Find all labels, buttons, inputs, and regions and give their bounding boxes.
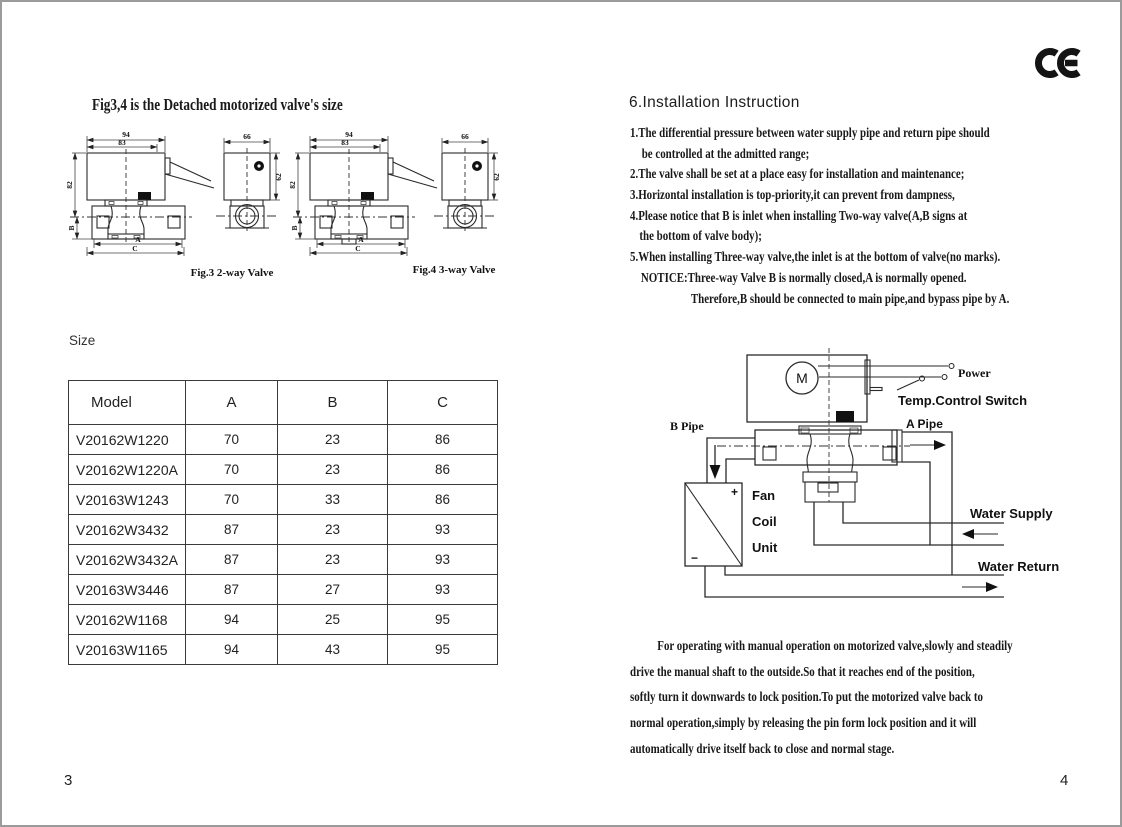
instruction-line: 3.Horizontal installation is top-priority,it can prevent from dampness, bbox=[630, 188, 955, 204]
cell-model: V20162W3432A bbox=[69, 545, 186, 575]
fig3-dim-66: 66 bbox=[243, 132, 251, 141]
cell-a: 70 bbox=[186, 455, 278, 485]
cell-a: 94 bbox=[186, 635, 278, 665]
power-label: Power bbox=[958, 366, 991, 380]
fig3-dim-C: C bbox=[132, 244, 138, 253]
cell-a: 87 bbox=[186, 575, 278, 605]
cell-c: 93 bbox=[388, 575, 498, 605]
cell-model: V20162W3432 bbox=[69, 515, 186, 545]
table-row bbox=[69, 485, 498, 515]
paragraph-line: normal operation,simply by releasing the pin form lock position and it will bbox=[630, 716, 977, 732]
water-supply-flow-arrow bbox=[962, 529, 974, 539]
instruction-line: 4.Please notice that B is inlet when installing Two-way valve(A,B signs at bbox=[630, 208, 968, 224]
fig3-dim-A: A bbox=[135, 235, 141, 244]
fig4-dim-A: A bbox=[358, 235, 364, 244]
motor-label: M bbox=[796, 370, 808, 386]
paragraph-line: For operating with manual operation on motorized valve,slowly and steadily bbox=[657, 639, 1013, 654]
fig4-dim-83: 83 bbox=[341, 138, 349, 147]
b-pipe-label: B Pipe bbox=[670, 419, 704, 433]
table-header-row bbox=[69, 381, 498, 425]
instruction-line: 1.The differential pressure between water supply pipe and return pipe should bbox=[630, 126, 990, 141]
fig4-dim-94: 94 bbox=[345, 130, 353, 139]
cell-b: 27 bbox=[278, 575, 388, 605]
left-page-title: Fig3,4 is the Detached motorized valve's size bbox=[92, 95, 343, 114]
table-row bbox=[69, 575, 498, 605]
switch-arm bbox=[897, 380, 919, 390]
fig4-dim-66: 66 bbox=[461, 132, 469, 141]
table-row bbox=[69, 605, 498, 635]
fig4-front-view bbox=[293, 136, 437, 256]
fig4-dim-C: C bbox=[355, 244, 361, 253]
fig3-dim-83: 83 bbox=[118, 138, 126, 147]
cell-b: 33 bbox=[278, 485, 388, 515]
size-section-label: Size bbox=[69, 333, 96, 348]
cell-c: 86 bbox=[388, 455, 498, 485]
fcu-plus-label: + bbox=[731, 485, 739, 499]
fig3-front-view bbox=[70, 136, 214, 256]
instruction-line: be controlled at the admitted range; bbox=[641, 146, 810, 162]
col-header-a: A bbox=[186, 381, 278, 425]
size-table bbox=[68, 380, 498, 665]
paragraph-line: automatically drive itself back to close and normal stage. bbox=[630, 741, 895, 757]
a-pipe-label: A Pipe bbox=[906, 417, 943, 431]
instruction-line: NOTICE:Three-way Valve B is normally closed,A is normally opened. bbox=[640, 270, 967, 286]
manual-shaft bbox=[870, 388, 882, 391]
cell-c: 93 bbox=[388, 515, 498, 545]
cell-b: 23 bbox=[278, 425, 388, 455]
ce-mark-icon bbox=[1034, 44, 1084, 82]
cell-model: V20162W1220A bbox=[69, 455, 186, 485]
right-page-number: 4 bbox=[1060, 772, 1069, 789]
col-header-model: Model bbox=[69, 381, 186, 425]
cell-a: 70 bbox=[186, 485, 278, 515]
fig4-dim-62: 62 bbox=[492, 173, 501, 181]
fig4-caption: Fig.4 3-way Valve bbox=[412, 264, 496, 276]
fig3-caption: Fig.3 2-way Valve bbox=[190, 267, 274, 279]
water-supply-label: Water Supply bbox=[970, 506, 1053, 521]
fig4-dim-B: B bbox=[290, 225, 299, 231]
cell-model: V20163W3446 bbox=[69, 575, 186, 605]
col-header-b: B bbox=[278, 381, 388, 425]
installation-diagram bbox=[662, 342, 1092, 612]
fcu-label-coil: Coil bbox=[752, 514, 777, 529]
fcu-label-unit: Unit bbox=[752, 540, 778, 555]
fig3-dim-B: B bbox=[67, 225, 76, 231]
a-pipe-flow-arrow bbox=[934, 440, 946, 450]
table-row bbox=[69, 425, 498, 455]
cell-a: 87 bbox=[186, 515, 278, 545]
fig4-dim-82: 82 bbox=[288, 181, 297, 189]
temp-control-switch-label: Temp.Control Switch bbox=[898, 393, 1028, 408]
cell-model: V20162W1220 bbox=[69, 425, 186, 455]
fig3-side-view bbox=[216, 138, 280, 231]
valve-knob bbox=[836, 411, 854, 422]
fig3-dim-62: 62 bbox=[274, 173, 283, 181]
cell-b: 43 bbox=[278, 635, 388, 665]
installation-instructions bbox=[630, 124, 1009, 310]
cell-model: V20162W1168 bbox=[69, 605, 186, 635]
table-row bbox=[69, 515, 498, 545]
cell-b: 23 bbox=[278, 545, 388, 575]
paragraph-line: softly turn it downwards to lock position.To put the motorized valve back to bbox=[630, 690, 983, 706]
fig3-dim-82: 82 bbox=[65, 181, 74, 189]
cell-c: 95 bbox=[388, 605, 498, 635]
left-page-number: 3 bbox=[64, 772, 73, 789]
installation-instruction-heading: 6.Installation Instruction bbox=[629, 94, 800, 111]
cell-model: V20163W1165 bbox=[69, 635, 186, 665]
cell-c: 86 bbox=[388, 485, 498, 515]
b-pipe-flow-arrow bbox=[710, 465, 721, 479]
fig3-dim-94: 94 bbox=[122, 130, 130, 139]
col-header-c: C bbox=[388, 381, 498, 425]
water-return-flow-arrow bbox=[986, 582, 998, 592]
cell-a: 70 bbox=[186, 425, 278, 455]
cell-c: 95 bbox=[388, 635, 498, 665]
water-return-label: Water Return bbox=[978, 559, 1060, 574]
instruction-line: Therefore,B should be connected to main pipe,and bypass pipe by A. bbox=[690, 291, 1010, 307]
instruction-line: 5.When installing Three-way valve,the inlet is at the bottom of valve(no marks). bbox=[630, 250, 1001, 266]
cell-c: 86 bbox=[388, 425, 498, 455]
cell-a: 94 bbox=[186, 605, 278, 635]
fcu-label-fan: Fan bbox=[752, 488, 776, 503]
fig4-side-view bbox=[434, 138, 498, 231]
table-row bbox=[69, 545, 498, 575]
instruction-line: 2.The valve shall be set at a place easy for installation and maintenance; bbox=[630, 167, 965, 183]
paragraph-line: drive the manual shaft to the outside.So that it reaches end of the position, bbox=[630, 664, 975, 680]
table-row bbox=[69, 635, 498, 665]
cell-b: 23 bbox=[278, 515, 388, 545]
cell-a: 87 bbox=[186, 545, 278, 575]
instruction-line: the bottom of valve body); bbox=[639, 229, 762, 245]
cell-model: V20163W1243 bbox=[69, 485, 186, 515]
valve-size-figures bbox=[64, 128, 534, 293]
table-row bbox=[69, 455, 498, 485]
cell-b: 23 bbox=[278, 455, 388, 485]
cell-c: 93 bbox=[388, 545, 498, 575]
cell-b: 25 bbox=[278, 605, 388, 635]
manual-operation-paragraph bbox=[630, 634, 1013, 762]
fcu-minus-label: − bbox=[691, 551, 699, 565]
